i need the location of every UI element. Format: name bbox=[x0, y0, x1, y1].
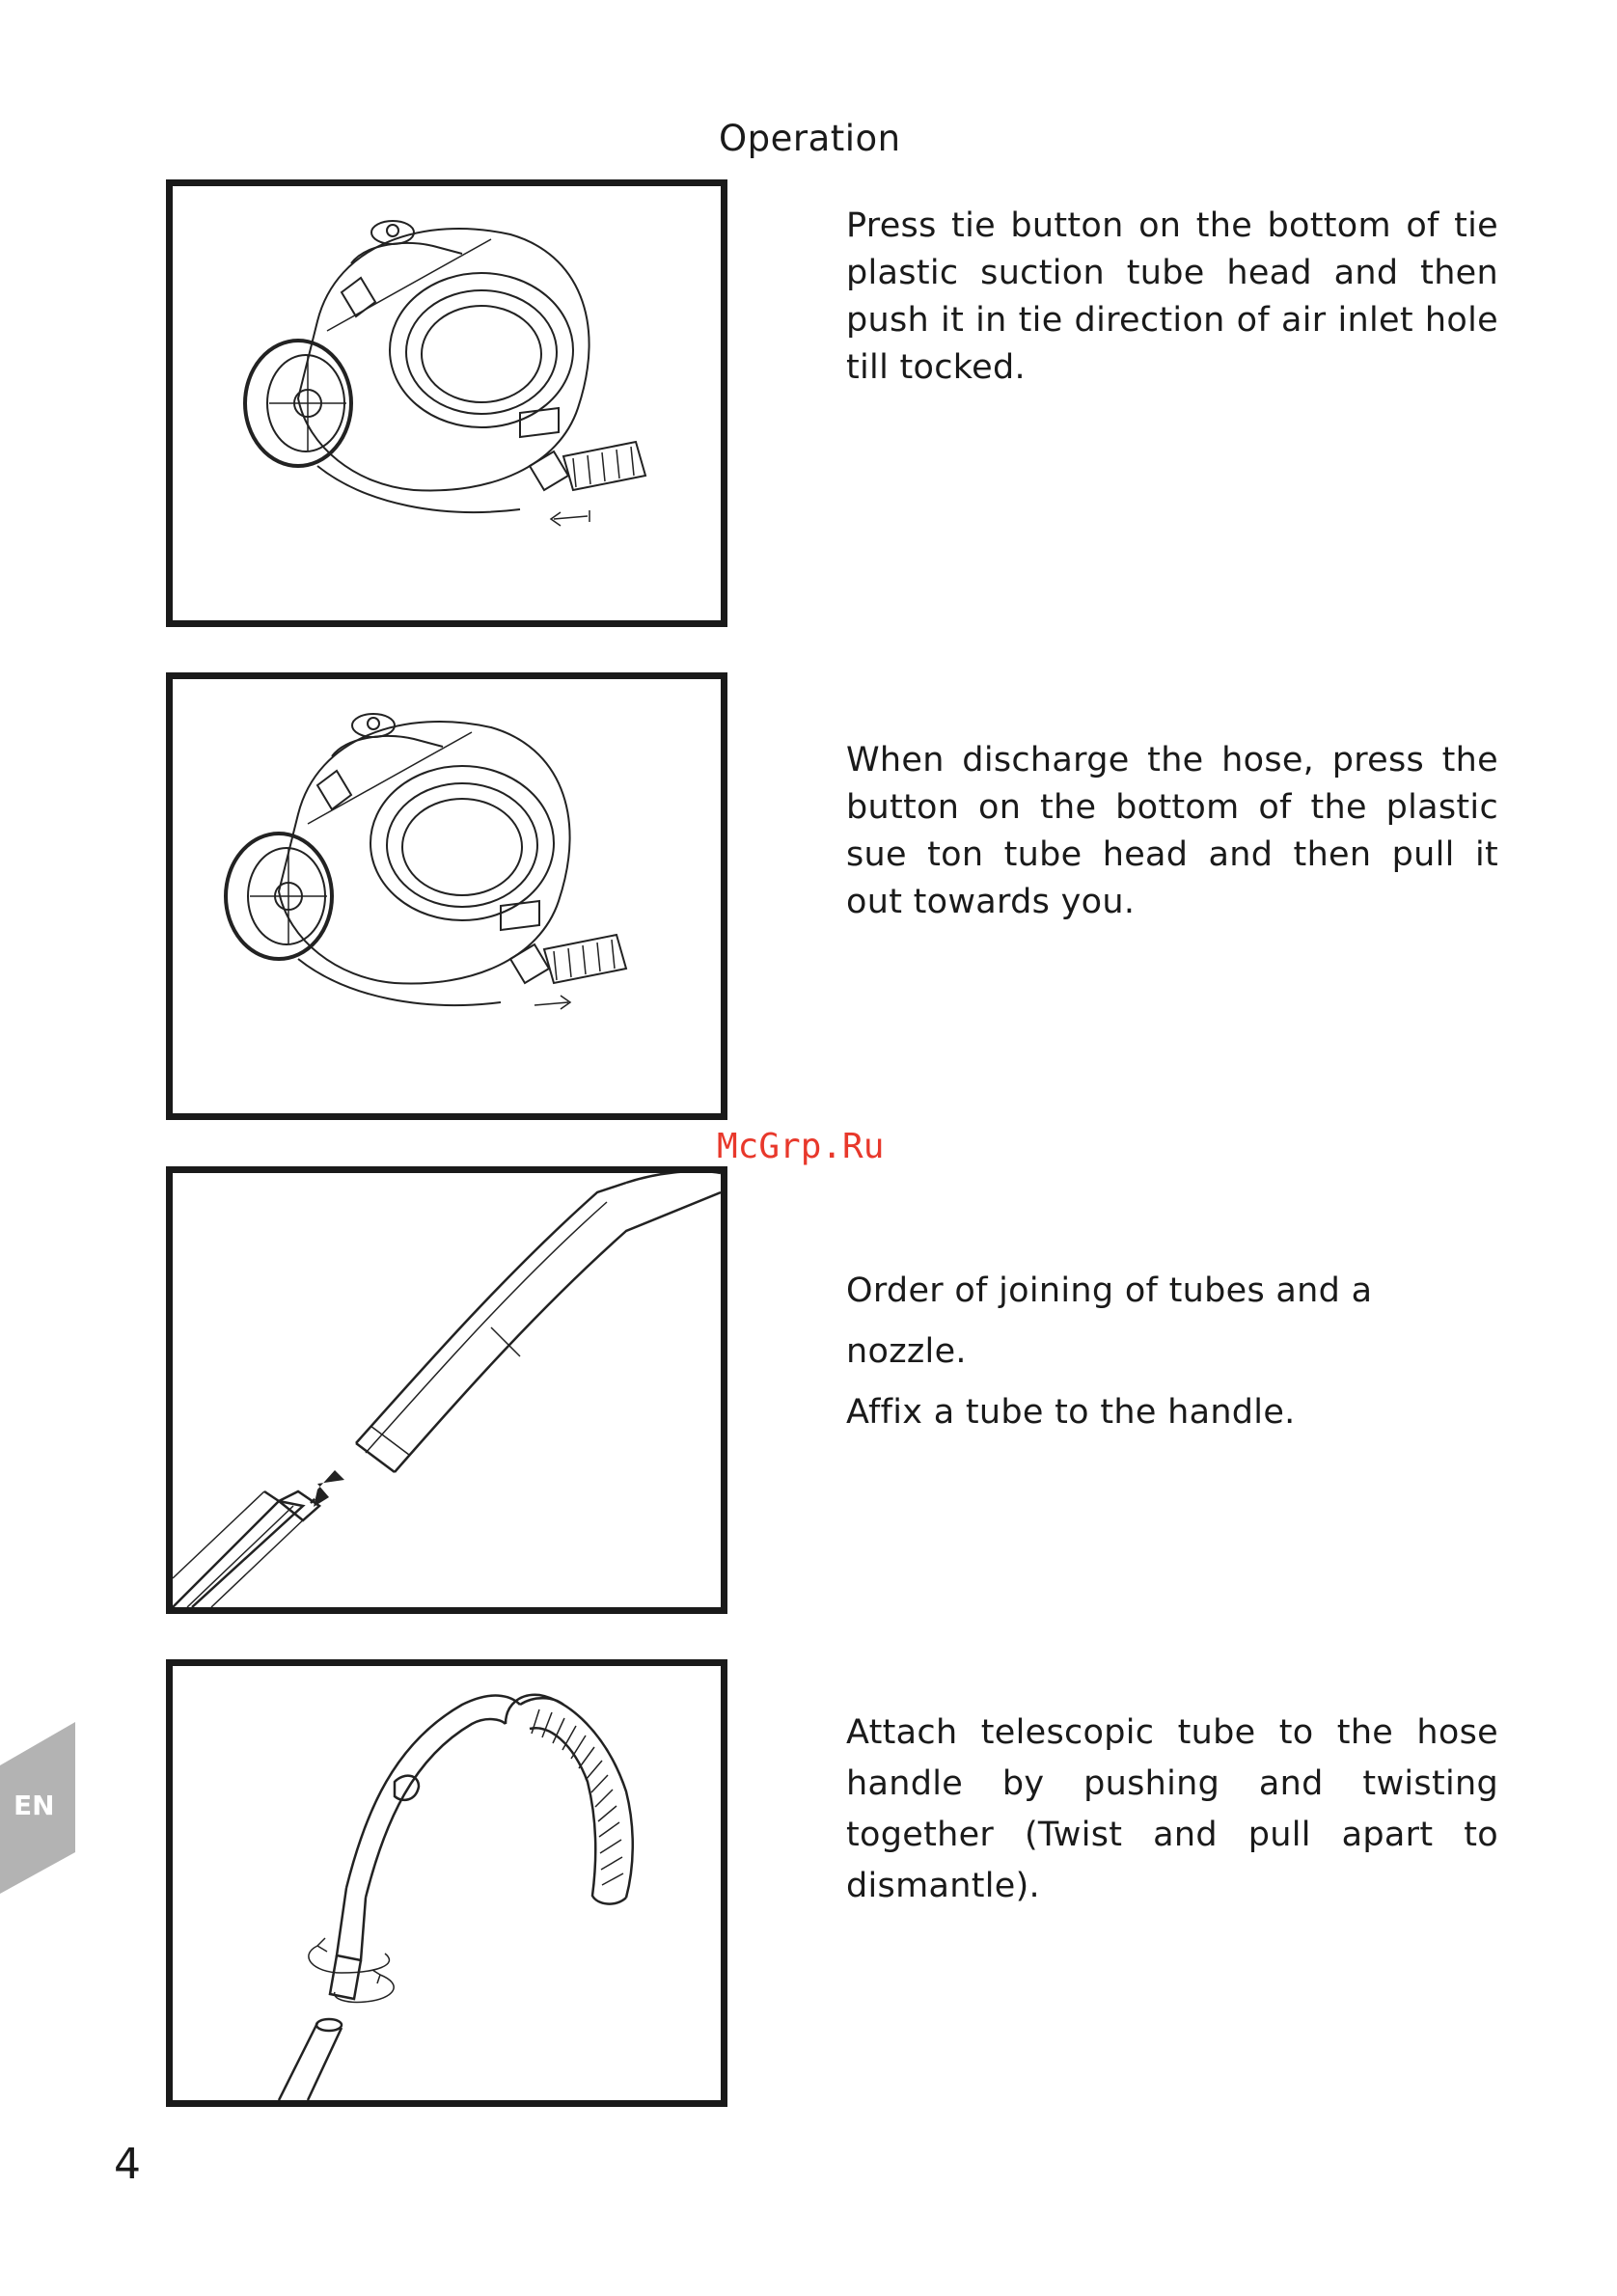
step-3-text bbox=[846, 1261, 1498, 1443]
step-4-text: Attach telescopic tube to the hose handle by pushing and twisting together (Twist and pull apart to dismantle). bbox=[846, 1713, 1498, 1905]
watermark: McGrp.Ru bbox=[717, 1127, 885, 1166]
telescopic-tube-twist-illustration bbox=[173, 1666, 721, 2100]
step-1-illustration-panel bbox=[166, 179, 727, 627]
step-4-illustration-panel bbox=[166, 1659, 727, 2107]
step-3-illustration-panel bbox=[166, 1166, 727, 1614]
step-3-text-line-2: Affix a tube to the handle. bbox=[846, 1393, 1296, 1432]
language-tab-label: EN bbox=[14, 1790, 55, 1821]
vacuum-hose-release-illustration bbox=[173, 679, 721, 1113]
step-1-text: Press tie button on the bottom of tie plastic suction tube head and then push it in tie direction of air inlet hole till tocked. bbox=[846, 206, 1498, 387]
step-3-text-line-1: Order of joining of tubes and a nozzle. bbox=[846, 1271, 1373, 1371]
page-title: Operation bbox=[719, 118, 901, 159]
step-2-text: When discharge the hose, press the button on the bottom of the plastic sue ton tube head and then pull it out towards you. bbox=[846, 741, 1498, 921]
step-2-illustration-panel bbox=[166, 672, 727, 1120]
tube-handle-join-illustration bbox=[173, 1173, 721, 1607]
vacuum-hose-connect-illustration bbox=[173, 186, 721, 620]
page-number: 4 bbox=[114, 2140, 141, 2189]
